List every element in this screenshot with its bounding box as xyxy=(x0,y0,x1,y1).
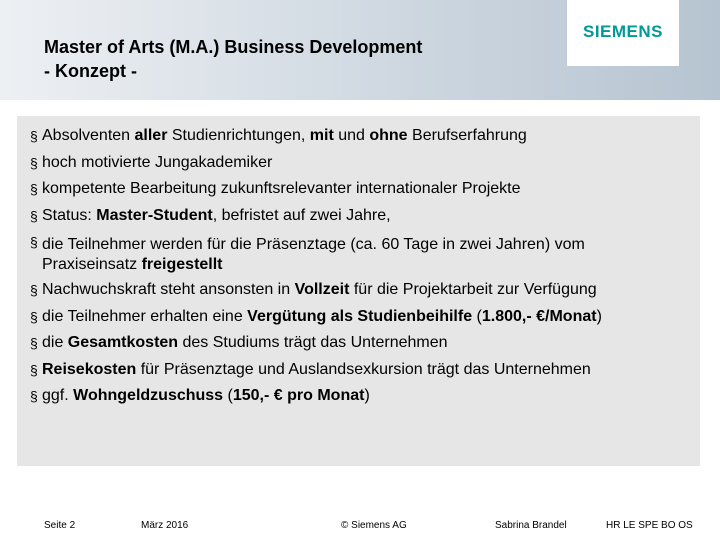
slide-title xyxy=(44,35,422,83)
bullet-icon: § xyxy=(30,234,38,250)
text: Praxiseinsatz xyxy=(42,256,142,273)
bold-text: Wohngeldzuschuss xyxy=(73,387,224,404)
bold-text: Gesamtkosten xyxy=(67,334,179,351)
bold-text: ohne xyxy=(369,127,408,144)
logo-area xyxy=(567,0,679,66)
bullet-item xyxy=(30,383,690,410)
footer-author: Sabrina Brandel xyxy=(495,520,567,531)
text: Status: xyxy=(42,206,97,224)
siemens-logo: SIEMENS xyxy=(582,22,664,41)
bullet-icon: § xyxy=(30,361,38,378)
text: ) xyxy=(364,387,370,404)
title-line-1: Master of Arts (M.A.) Business Development xyxy=(44,37,423,57)
bullet-icon: § xyxy=(30,388,38,404)
text: Nachwuchskraft steht ansonsten in xyxy=(42,281,295,298)
bullet-item xyxy=(30,330,690,357)
slide-footer xyxy=(0,520,720,534)
text: kompetente Bearbeitung zukunftsrelevanter internationaler Projekte xyxy=(42,180,521,197)
bullet-item xyxy=(30,203,690,230)
bullet-item xyxy=(30,304,690,331)
bullet-icon: § xyxy=(30,207,38,224)
text: Studienrichtungen, xyxy=(167,127,310,144)
text: ( xyxy=(223,387,233,404)
text: für Präsenztage und Auslandsexkursion trägt das Unternehmen xyxy=(136,360,591,378)
footer-copyright: © Siemens AG xyxy=(341,520,407,531)
text: , befristet auf zwei Jahre, xyxy=(212,206,391,224)
bold-text: Master-Student xyxy=(96,206,213,224)
text: und xyxy=(333,127,370,144)
bullet-icon: § xyxy=(30,154,38,171)
text: die xyxy=(42,334,68,351)
text: ( xyxy=(472,307,482,325)
bullet-icon: § xyxy=(30,335,38,351)
footer-department: HR LE SPE BO OS xyxy=(606,520,693,531)
content-box xyxy=(17,116,700,466)
bullet-item xyxy=(30,357,690,384)
bullet-icon: § xyxy=(30,282,38,298)
bullet-item xyxy=(30,150,690,177)
text: ggf. xyxy=(42,387,74,404)
text: ) xyxy=(596,307,602,325)
bullet-icon: § xyxy=(30,128,38,144)
bold-text: aller xyxy=(134,127,168,144)
bullet-icon: § xyxy=(30,308,38,325)
bullet-item xyxy=(30,277,690,304)
bold-text: Vergütung als Studienbeihilfe xyxy=(247,307,473,325)
bullet-item xyxy=(30,123,690,150)
text: Absolventen xyxy=(42,127,135,144)
bold-text: freigestellt xyxy=(141,256,223,273)
footer-page: Seite 2 xyxy=(44,520,76,531)
bullet-item xyxy=(30,176,690,203)
bold-text: 1.800,- €/Monat xyxy=(481,307,597,325)
slide-header xyxy=(0,0,720,100)
bullet-icon: § xyxy=(30,181,38,197)
title-line-2: - Konzept - xyxy=(44,61,137,81)
footer-date: März 2016 xyxy=(141,520,189,531)
bold-text: Reisekosten xyxy=(42,360,137,378)
bullet-item xyxy=(30,229,690,275)
bold-text: Vollzeit xyxy=(294,281,350,298)
text: hoch motivierte Jungakademiker xyxy=(42,153,273,171)
text: für die Projektarbeit zur Verfügung xyxy=(349,281,597,298)
bold-text: mit xyxy=(309,127,334,144)
bullet-line xyxy=(42,255,690,275)
text: des Studiums trägt das Unternehmen xyxy=(178,334,448,351)
bullet-list xyxy=(30,123,690,410)
bold-text: 150,- € pro Monat xyxy=(232,387,365,404)
text: die Teilnehmer erhalten eine xyxy=(42,307,248,325)
text: die Teilnehmer werden für die Präsenztage (ca. 60 Tage in zwei Jahren) vom xyxy=(42,236,585,253)
bullet-line xyxy=(42,229,690,255)
text: Berufserfahrung xyxy=(407,127,527,144)
